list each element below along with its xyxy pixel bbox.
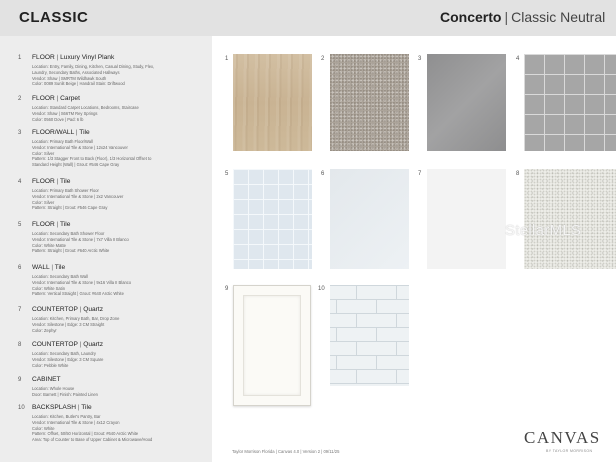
swatch-cabinet-door — [233, 285, 311, 406]
swatch-number: 7 — [418, 171, 422, 177]
spec-line: Door: Barnett | Finish: Painted Linen — [32, 391, 98, 397]
spec-details — [32, 316, 212, 333]
spec-number: 10 — [18, 405, 25, 411]
swatch-number: 4 — [516, 56, 520, 62]
spec-material: Tile — [60, 178, 71, 185]
spec-material: Tile — [79, 129, 90, 136]
spec-title — [32, 54, 114, 61]
spec-material: Quartz — [83, 306, 104, 313]
spec-number: 1 — [18, 55, 22, 61]
spec-details — [32, 105, 212, 122]
footer-text: Taylor Morrison Florida | Canvas 4.0 | Version 2 | 09/11/25 — [232, 449, 340, 454]
spec-separator: | — [77, 404, 80, 411]
swatch-number: 10 — [318, 286, 325, 292]
spec-number: 9 — [18, 377, 22, 383]
spec-line: Pattern: Offset, 50/50 Horizontal | Grout: #640 Arctic White — [32, 431, 139, 437]
spec-title — [32, 264, 65, 271]
collection-title — [440, 9, 605, 25]
swatch-number: 8 — [516, 171, 520, 177]
spec-title — [32, 178, 70, 185]
canvas-logo — [524, 428, 601, 453]
spec-line: Vendor: International Tile & Stone | 4x12 Crayon — [32, 419, 120, 425]
swatch-floor-wall-tile — [427, 54, 506, 151]
spec-line: Standard Height (Wall) | Grout: #546 Cape Gray — [32, 162, 120, 168]
spec-details — [32, 274, 212, 297]
spec-number: 8 — [18, 342, 22, 348]
spec-line: Color: 0089 Sunlit Beige | Handrail Stain: Driftwood — [32, 81, 125, 87]
spec-line: Location: Primary Bath Shower Floor — [32, 188, 99, 193]
spec-title — [32, 129, 90, 136]
spec-line: Color: Pebble White — [32, 362, 69, 368]
spec-material: Tile — [60, 221, 71, 228]
collection-name: Concerto — [440, 9, 502, 25]
spec-separator: | — [51, 264, 54, 271]
spec-line: Vendor: International Tile & Stone | 9x16 Villa II Blanco — [32, 279, 132, 285]
spec-line: Color: White — [32, 425, 55, 431]
spec-number: 3 — [18, 130, 22, 136]
spec-line: Pattern: Straight | Grout: #546 Cape Gray — [32, 205, 108, 211]
spec-details — [32, 351, 212, 368]
spec-category: FLOOR — [32, 178, 55, 185]
spec-line: Color: White Matte — [32, 242, 66, 248]
spec-material: Quartz — [83, 341, 104, 348]
swatch-backsplash-tile — [330, 285, 409, 386]
spec-line: Vendor: International Tile & Stone | 7x7 Villa II Blanco — [32, 236, 129, 242]
spec-details — [32, 188, 212, 211]
brand-title: CLASSIC — [19, 9, 89, 26]
spec-line: Vendor: Silestone | Edge: 3 CM Straight — [32, 321, 105, 327]
spec-category: FLOOR — [32, 95, 55, 102]
logo-tagline: BY TAYLOR MORRISON — [546, 449, 593, 453]
swatch-number: 3 — [418, 56, 422, 62]
spec-category: CABINET — [32, 376, 61, 383]
spec-category: COUNTERTOP — [32, 341, 78, 348]
spec-separator: | — [56, 54, 59, 61]
spec-title — [32, 404, 92, 411]
spec-line: Location: Standard Carpet Locations, Bedrooms, Staircase — [32, 105, 139, 110]
spec-title — [32, 95, 80, 102]
swatch-secondary-wall-tile — [330, 169, 409, 269]
spec-line: Location: Entry, Family, Dining, Kitchen, Casual Dining, Study, Flex, — [32, 64, 155, 69]
spec-line: Color: 0560 Dove | Pad: 6 lb — [32, 116, 84, 122]
spec-separator: | — [79, 306, 82, 313]
swatch-quartz-pebble-white — [524, 169, 616, 269]
spec-line: Location: Secondary Bath Wall — [32, 274, 88, 279]
spec-line: Location: Kitchen, Primary Bath, Bar, Drop Zone — [32, 316, 120, 321]
spec-details — [32, 64, 212, 87]
collection-separator: | — [504, 9, 509, 25]
spec-category: FLOOR/WALL — [32, 129, 75, 136]
swatch-number: 6 — [321, 171, 325, 177]
spec-panel — [0, 36, 212, 462]
spec-line: Location: Secondary Bath, Laundry — [32, 351, 96, 356]
spec-separator: | — [75, 129, 78, 136]
spec-number: 4 — [18, 179, 22, 185]
spec-line: Laundry, Secondary Baths, Associated Hallways — [32, 69, 120, 75]
spec-line: Vendor: Silestone | Edge: 3 CM Square — [32, 356, 104, 362]
spec-separator: | — [56, 178, 59, 185]
collection-subtitle: Classic Neutral — [511, 9, 606, 25]
spec-separator: | — [79, 341, 82, 348]
spec-details — [32, 414, 212, 443]
swatch-secondary-shower-floor-tile — [233, 169, 312, 269]
spec-category: COUNTERTOP — [32, 306, 78, 313]
spec-line: Location: Primary Bath Floor/Wall — [32, 139, 93, 144]
spec-title — [32, 221, 70, 228]
spec-number: 2 — [18, 96, 22, 102]
spec-line: Color: Silver — [32, 199, 55, 205]
spec-line: Pattern: Vertical Straight | Grout: #640 Arctic White — [32, 291, 124, 297]
spec-number: 5 — [18, 222, 22, 228]
header-bar — [0, 0, 616, 36]
spec-details — [32, 139, 212, 168]
swatch-carpet — [330, 54, 409, 151]
cabinet-panel — [243, 295, 301, 396]
spec-line: Pattern: Straight | Grout: #640 Arctic White — [32, 248, 110, 254]
swatch-number: 5 — [225, 171, 229, 177]
spec-title — [32, 341, 103, 348]
spec-line: Location: Secondary Bath Shower Floor — [32, 231, 105, 236]
spec-line: Vendor: Shaw | S66TM Rey Springs — [32, 110, 98, 116]
spec-title — [32, 306, 103, 313]
watermark: StellarMLS — [505, 222, 582, 239]
spec-details — [32, 231, 212, 254]
spec-material: Tile — [54, 264, 66, 271]
spec-material: Carpet — [60, 95, 80, 102]
spec-line: Location: Whole House — [32, 386, 75, 391]
spec-line: Vendor: International Tile & Stone | 12x24 Vancouver — [32, 144, 128, 150]
spec-category: BACKSPLASH — [32, 404, 76, 411]
spec-title — [32, 376, 61, 383]
spec-line: Color: White Satin — [32, 285, 65, 291]
spec-line: Vendor: International Tile & Stone | 2x2 Vancouver — [32, 193, 124, 199]
spec-number: 7 — [18, 307, 22, 313]
swatch-quartz-zephyr — [427, 169, 506, 269]
swatch-number: 1 — [225, 56, 229, 62]
swatch-number: 2 — [321, 56, 325, 62]
spec-number: 6 — [18, 265, 22, 271]
swatch-shower-floor-tile — [524, 54, 616, 151]
spec-details — [32, 386, 212, 398]
spec-category: FLOOR — [32, 221, 55, 228]
spec-line: Vendor: Shaw | SMRTM Wildhawk South — [32, 75, 107, 81]
spec-line: Location: Kitchen, Butler's Pantry, Bar — [32, 414, 101, 419]
swatch-number: 9 — [225, 286, 229, 292]
spec-line: Area: Top of Counter to Base of Upper Cabinet & Microwave/Hood — [32, 437, 153, 443]
spec-separator: | — [56, 95, 59, 102]
logo-word: CANVAS — [524, 428, 601, 447]
swatch-luxury-vinyl-plank — [233, 54, 312, 151]
spec-category: WALL — [32, 264, 50, 271]
spec-material: Luxury Vinyl Plank — [60, 54, 115, 61]
spec-separator: | — [56, 221, 59, 228]
spec-line: Color: Zephyr — [32, 327, 57, 333]
spec-line: Color: Silver — [32, 150, 55, 156]
spec-line: Pattern: 1/3 Stagger Front to Back (Floor), 1/3 Horizontal Offset to — [32, 156, 152, 162]
spec-material: Tile — [81, 404, 92, 411]
spec-category: FLOOR — [32, 54, 55, 61]
